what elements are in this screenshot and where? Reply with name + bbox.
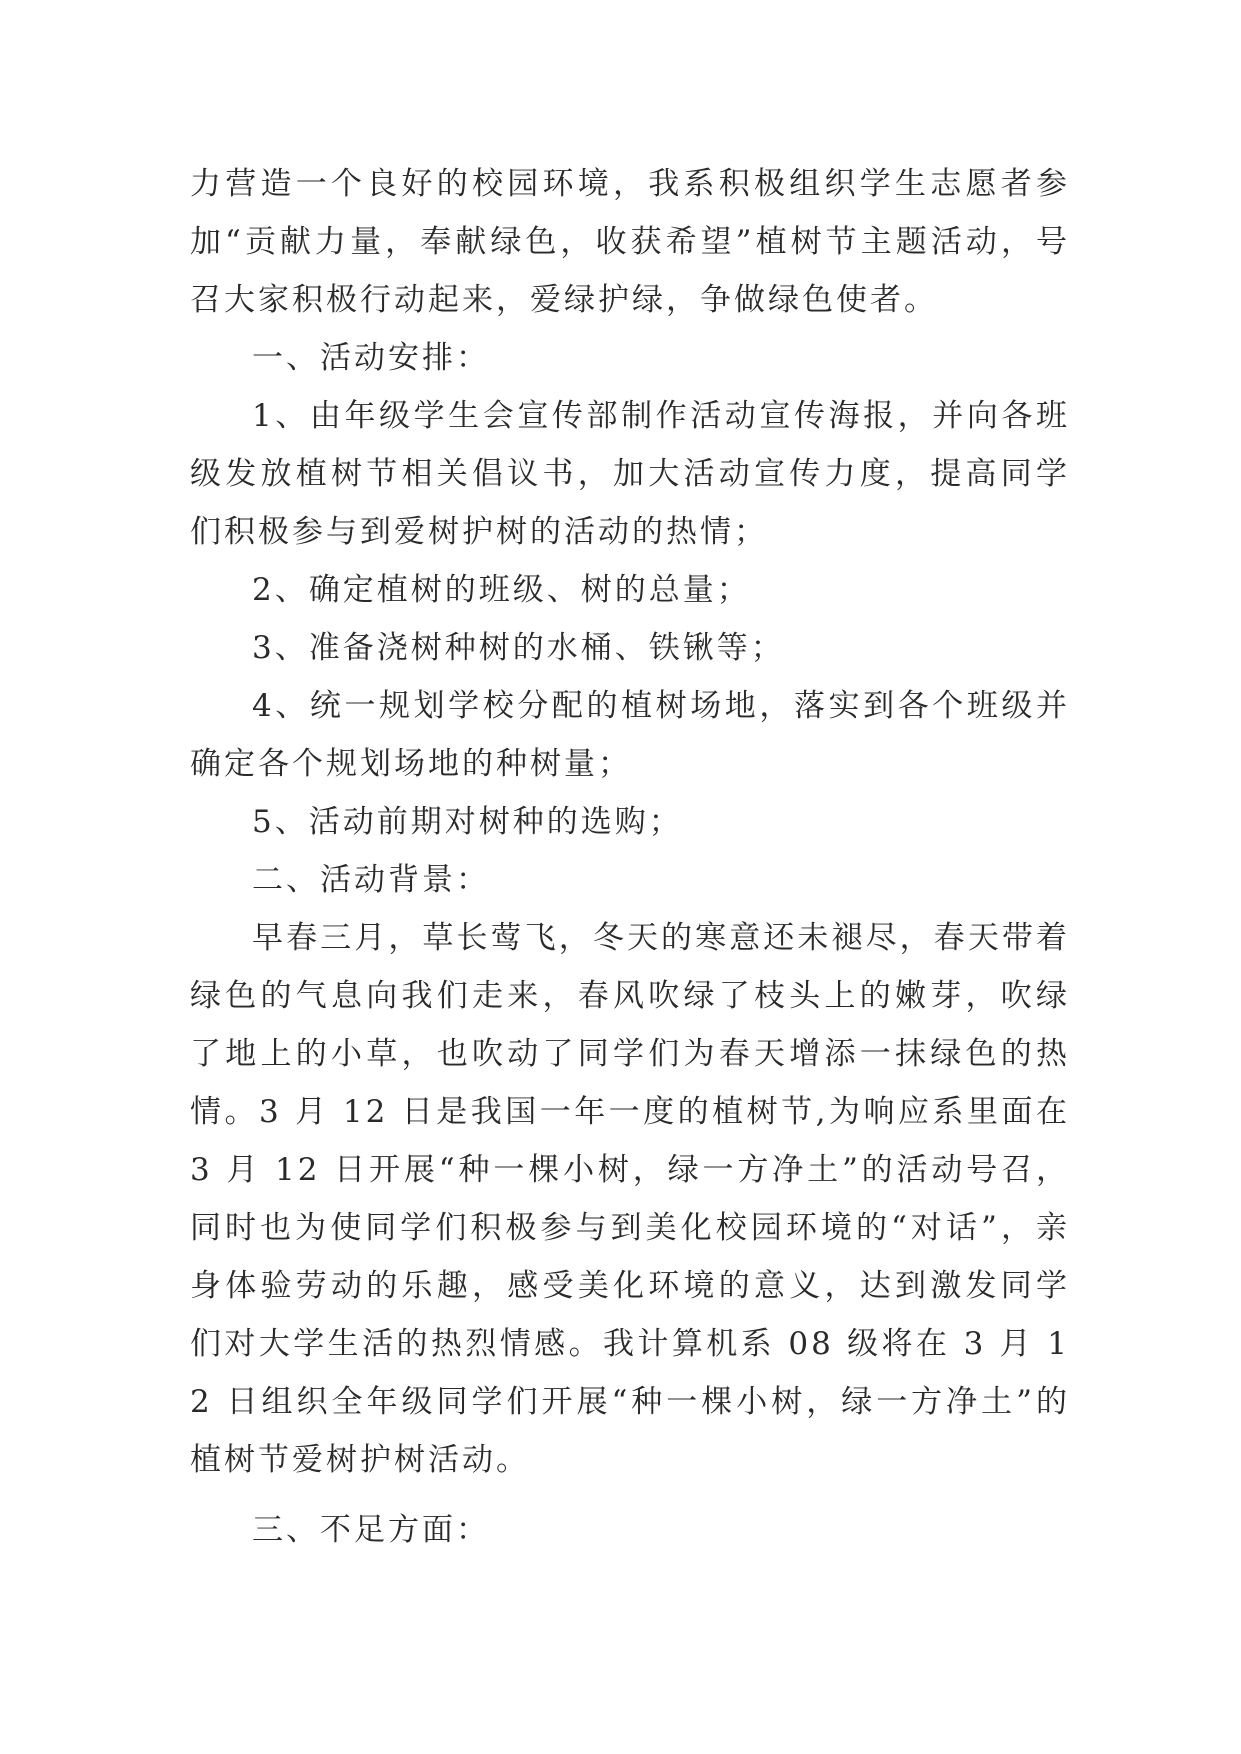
heading-shortcomings: 三、不足方面： bbox=[252, 1512, 490, 1548]
list-item-1: 1、由年级学生会宣传部制作活动宣传海报，并向各班级发放植树节相关倡议书，加大活动宣传力度，提高同学们积极参与到爱树护树的活动的热情； bbox=[190, 398, 1070, 550]
list-item-2: 2、确定植树的班级、树的总量； bbox=[252, 572, 751, 608]
heading-activity-background: 二、活动背景： bbox=[252, 862, 490, 898]
list-item-5: 5、活动前期对树种的选购； bbox=[252, 804, 683, 840]
heading-activity-arrangement: 一、活动安排： bbox=[252, 340, 490, 376]
list-item-3: 3、准备浇树种树的水桶、铁锹等； bbox=[252, 630, 785, 666]
list-item-4: 4、统一规划学校分配的植树场地，落实到各个班级并确定各个规划场地的种树量； bbox=[190, 688, 1070, 782]
paragraph-background: 早春三月，草长莺飞，冬天的寒意还未褪尽，春天带着绿色的气息向我们走来，春风吹绿了枝头上的嫩芽，吹绿了地上的小草，也吹动了同学们为春天增添一抹绿色的热情。3 月 12 日是我国一年一度的植树节,为响应系里面在 3 月 12 日开展“种一棵小树，绿一方净土”的活动号召，同时也为使同学们积极参与到美化校园环境的“对话”，亲身体验劳动的乐趣，感受美化环境的意义，达到激发同学们对大学生活的热烈情感。我计算机系 08 级将在 3 月 12 日组织全年级同学们开展“种一棵小树，绿一方净土”的植树节爱树护树活动。 bbox=[190, 920, 1070, 1478]
document-body bbox=[190, 155, 1070, 1559]
paragraph-intro: 力营造一个良好的校园环境，我系积极组织学生志愿者参加“贡献力量，奉献绿色，收获希望”植树节主题活动，号召大家积极行动起来，爱绿护绿，争做绿色使者。 bbox=[190, 166, 1070, 318]
